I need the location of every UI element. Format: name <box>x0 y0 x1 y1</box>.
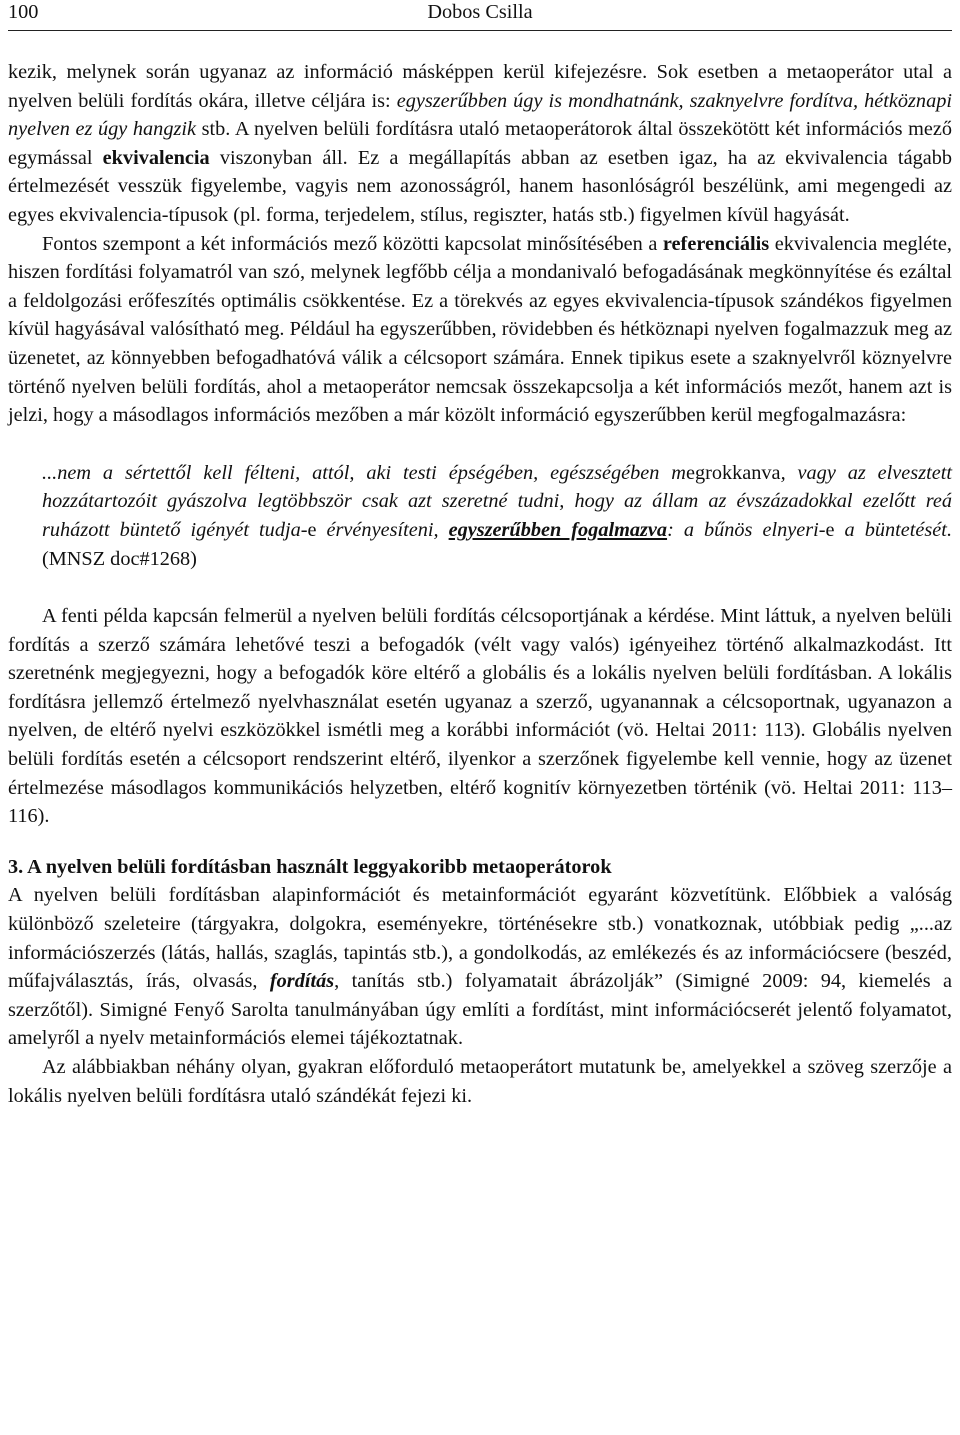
text-run: ...nem a sértettől kell félteni, attól, aki testi épségében, egészségében m <box>42 461 686 484</box>
text-run: A fenti példa kapcsán felmerül a nyelven belüli fordítás célcsoportjának a kérdése. Mint láttuk, a nyelven belüli fordítás a szerző számára lehetővé teszi a befogadók (vélt vagy valós) igényeihez történő alkalmazkodást. Itt szeretnénk megjegyezni, hogy a befogadók köre eltérő a globális és a lokális nyelven belüli fordításban. A lokális fordításra jellemző értelmező nyelvhasználat esetén ugyanaz a szerző, ugyanannak a célcsoportnak, ugyanazon a nyelven, de eltérő nyelvi eszközökkel ismétli meg a korábbi információt (vö. Heltai 2011: 113). Globális nyelven belüli fordítás esetén a célcsoport rendszerint eltérő, ilyenkor a szerzőnek figyelembe kell vennie, hogy az üzenet értelmezése másodlagos kommunikációs helyzetben, eltérő kognitív környezetben történik (vö. Heltai 2011: 113–116). <box>8 605 952 828</box>
text-run: , vagy az elvesztett hozzátartozóit gyászolva legtöbbször csak azt szeretné tudni, hogy az állam az évszázadokkal ezelőtt reá ruházott büntető igényét tudja- <box>42 461 952 541</box>
paragraph-4 <box>8 881 952 1053</box>
page-number: 100 <box>8 1 39 23</box>
text-run: A nyelven belüli fordításban alapinformációt és metainformációt egyaránt közvetítünk. Előbbiek a valóság különböző szeleteire (tárgyakra, dolgokra, eseményekre, történésekre stb.) vonatkoznak, utóbbiak pedig „...az információszerzés (látás, hallás, szaglás, tapintás stb.), a gondolkodás, az emlékezés és az információcsere (beszéd, műfajválasztás, írás, olvasás, <box>8 884 952 993</box>
text-run: : a bűnös elnyeri- <box>667 518 826 541</box>
paragraph-3 <box>8 602 952 831</box>
text-run: viszonyban áll. Ez a megállapítás abban az esetben igaz, ha az ekvivalencia tágabb értelmezését vesszük figyelembe, vagyis nem azonosságról, hanem hasonlóságról beszélünk, ami megengedi az egyes ekvivalencia-típusok (pl. forma, terjedelem, stílus, regiszter, hatás stb.) figyelmen kívül hagyását. <box>8 146 952 226</box>
text-run: kezik, melynek során ugyanaz az információ másképpen kerül kifejezésre. Sok esetben a metaoperátor utal a nyelven belüli fordítás okára, illetve céljára is: <box>8 61 952 112</box>
section-heading: 3. A nyelven belüli fordításban használt leggyakoribb metaoperátorok <box>8 855 612 878</box>
paragraph-2 <box>8 230 952 430</box>
text-run: a büntetését. <box>834 518 953 541</box>
text-run: e <box>307 518 317 541</box>
text-run: stb. A nyelven belüli fordításra utaló metaoperátorok által összekötött két információs mező egymással <box>8 118 952 169</box>
paragraph-5 <box>8 1053 952 1110</box>
text-run: fordítás <box>269 970 335 993</box>
text-run: érvényesíteni, <box>316 518 449 541</box>
text-run: egrokkanva <box>685 461 781 484</box>
text-run: ekvivalencia <box>102 146 210 169</box>
text-run: , tanítás stb.) folyamatait ábrázolják” (Simigné 2009: 94, kiemelés a szerzőtől). Simigné Fenyő Sarolta tanulmányában úgy említi a fordítást, mint információcserét jelentő folyamatot, amelyről a nyelv metainformációs elemei tájékoztatnak. <box>8 970 952 1050</box>
text-run: Az alábbiakban néhány olyan, gyakran előforduló metaoperátort mutatunk be, amelyekkel a szöveg szerzője a lokális nyelven belüli fordításra utaló szándékát fejezi ki. <box>8 1056 952 1107</box>
text-run: egyszerűbben fogalmazva <box>448 518 668 541</box>
text-run: (MNSZ doc#1268) <box>42 547 197 570</box>
text-run: ekvivalencia megléte, hiszen fordítási folyamatról van szó, melynek legfőbb célja a mondanivaló befogadásának megkönnyítése és ezáltal a feldolgozási erőfeszítés optimális csökkentése. Ez a törekvés az egyes ekvivalencia-típusok szándékos figyelmen kívül hagyásával valósítható meg. Például ha egyszerűbben, rövidebben és hétköznapi nyelven fogalmazzuk meg az üzenetet, az könnyebben befogadhatóvá válik a célcsoport számára. Ennek tipikus esete a szaknyelvről köznyelvre történő nyelven belüli fordítás, ahol a metaoperátor nemcsak összekapcsolja a két információs mezőt, hanem azt is jelzi, hogy a másodlagos információs mezőben a már közölt információ egyszerűbben kerül megfogalmazásra: <box>8 232 952 427</box>
page-body <box>8 58 952 1110</box>
text-run: referenciális <box>662 232 770 255</box>
paragraph-1 <box>8 58 952 230</box>
running-header <box>8 0 952 31</box>
text-run: egyszerűbben úgy is mondhatnánk, szaknyelvre fordítva, hétköznapi nyelven ez úgy hangzik <box>8 89 952 141</box>
text-run: Fontos szempont a két információs mező közötti kapcsolat minősítésében a <box>42 232 663 255</box>
running-author: Dobos Csilla <box>427 1 533 23</box>
example-quote <box>42 459 952 573</box>
text-run: e <box>825 518 835 541</box>
